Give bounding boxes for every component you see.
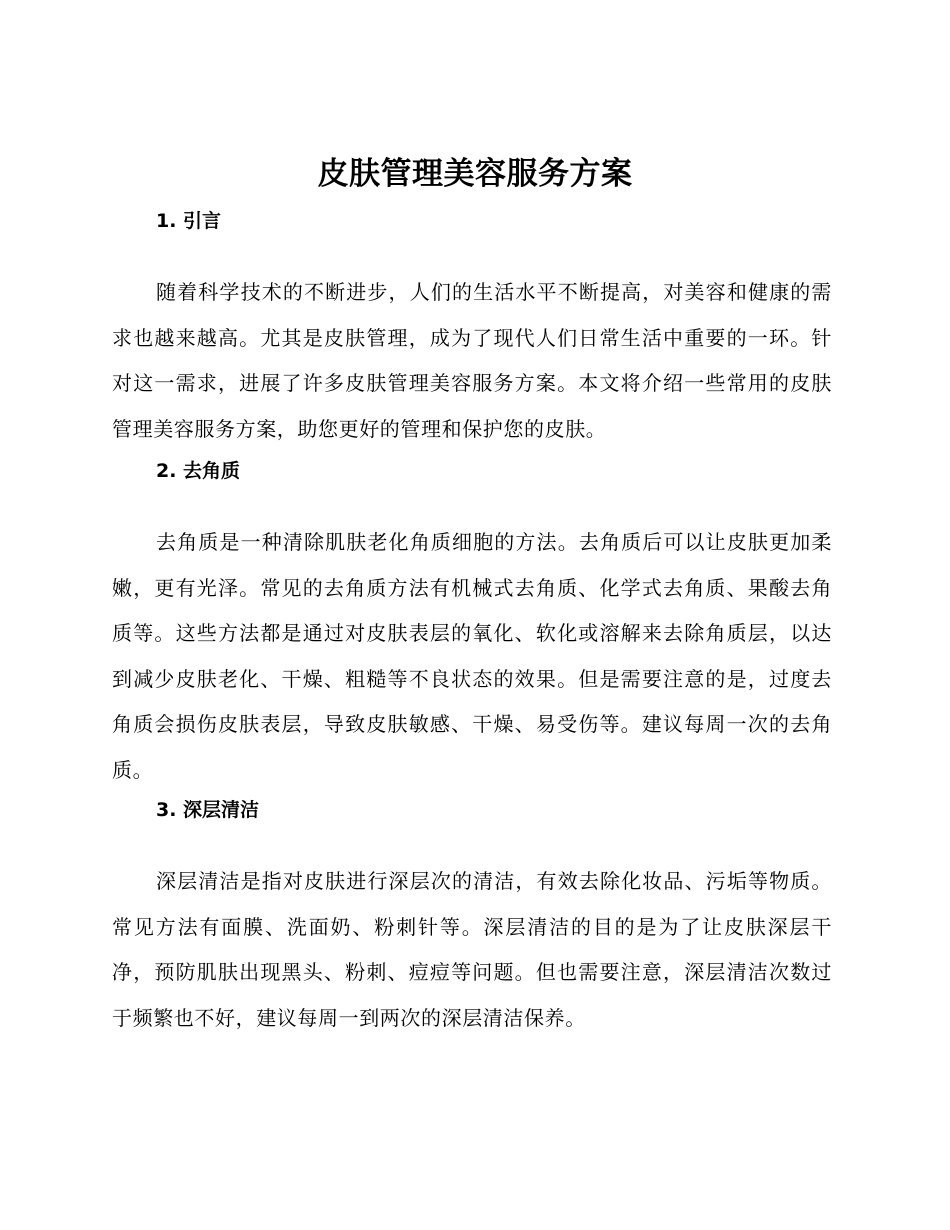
section-paragraph: 去角质是一种清除肌肤老化角质细胞的方法。去角质后可以让皮肤更加柔嫩，更有光泽。常见的去角质方法有机械式去角质、化学式去角质、果酸去角质等。这些方法都是通过对皮肤表层的氧化、软化或溶解来去除角质层，以达到减少皮肤老化、干燥、粗糙等不良状态的效果。但是需要注意的是，过度去角质会损伤皮肤表层，导致皮肤敏感、干燥、易受伤等。建议每周一次的去角质。 xyxy=(112,530,832,782)
section-exfoliation xyxy=(112,457,832,793)
document-title: 皮肤管理美容服务方案 xyxy=(317,156,633,192)
section-heading: 3. 深层清洁 xyxy=(156,799,260,821)
section-heading: 1. 引言 xyxy=(156,210,222,232)
section-introduction xyxy=(112,207,832,452)
section-deep-cleansing xyxy=(112,796,832,1041)
section-paragraph: 深层清洁是指对皮肤进行深层次的清洁，有效去除化妆品、污垢等物质。常见方法有面膜、洗面奶、粉刺针等。深层清洁的目的是为了让皮肤深层干净，预防肌肤出现黑头、粉刺、痘痘等问题。但也需要注意，深层清洁次数过于频繁也不好，建议每周一到两次的深层清洁保养。 xyxy=(112,869,832,1030)
section-heading: 2. 去角质 xyxy=(156,460,241,482)
section-paragraph: 随着科学技术的不断进步，人们的生活水平不断提高，对美容和健康的需求也越来越高。尤其是皮肤管理，成为了现代人们日常生活中重要的一环。针对这一需求，进展了许多皮肤管理美容服务方案。本文将介绍一些常用的皮肤管理美容服务方案，助您更好的管理和保护您的皮肤。 xyxy=(112,280,832,441)
